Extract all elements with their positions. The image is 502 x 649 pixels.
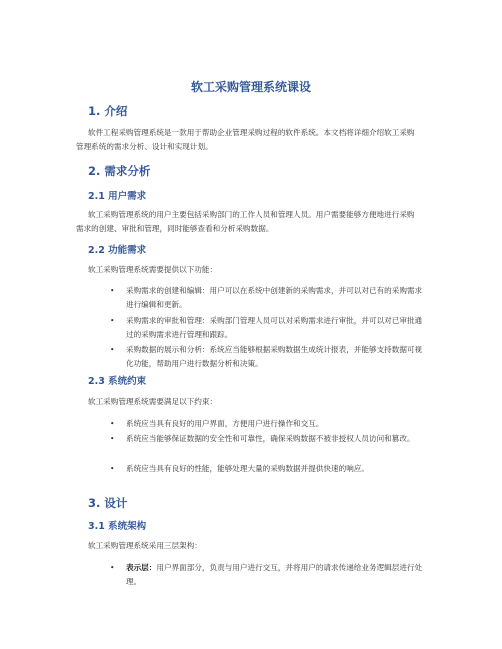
bullet-icon: • (110, 345, 115, 354)
constraints-intro: 软工采购管理系统需要满足以下约束： (88, 397, 218, 406)
section-heading-design: 3. 设计 (88, 496, 128, 510)
bullet-icon: • (110, 419, 115, 428)
user-needs-paragraph: 软工采购管理系统的用户主要包括采购部门的工作人员和管理人员。用户需要能够方便地进行采购需求的创建、审批和管理，同时能够查看和分析采购数据。 (76, 210, 415, 233)
subsection-heading-architecture: 3.1 系统架构 (88, 521, 147, 532)
list-item-text (93, 561, 425, 588)
subsection-heading-functional: 2.2 功能需求 (88, 245, 147, 256)
list-item (93, 417, 425, 431)
section-heading-introduction: 1. 介绍 (88, 104, 128, 118)
list-item-body: 用户界面部分，负责与用户进行交互，并将用户的请求传递给业务逻辑层进行处理。 (126, 563, 423, 586)
introduction-paragraph: 软件工程采购管理系统是一款用于帮助企业管理采购过程的软件系统。本文档将详细介绍软工采购管理系统的需求分析、设计和实现计划。 (76, 128, 415, 151)
list-item-text: 采购需求的审批和管理：采购部门管理人员可以对采购需求进行审批，并可以对已审批通过的采购需求进行管理和跟踪。 (126, 316, 423, 339)
architecture-intro: 软工采购管理系统采用三层架构： (88, 541, 202, 550)
subsection-heading-user-needs: 2.1 用户需求 (88, 191, 147, 202)
list-item (93, 561, 425, 588)
list-item (93, 284, 425, 311)
list-item-text: 系统应当具有良好的用户界面，方便用户进行操作和交互。 (126, 419, 324, 428)
bullet-icon: • (110, 316, 115, 325)
document-title: 软工采购管理系统课设 (190, 80, 311, 94)
list-item (93, 432, 425, 446)
list-item-text: 采购需求的创建和编辑：用户可以在系统中创建新的采购需求，并可以对已有的采购需求进行编辑和更新。 (126, 286, 423, 309)
section-heading-requirements: 2. 需求分析 (88, 164, 151, 178)
list-item-text: 系统应当能够保证数据的安全性和可靠性，确保采购数据不被非授权人员访问和篡改。 (126, 434, 415, 443)
list-item-text: 采购数据的展示和分析：系统应当能够根据采购数据生成统计报表，并能够支持数据可视化功能，帮助用户进行数据分析和决策。 (126, 345, 423, 368)
bullet-icon: • (110, 434, 115, 443)
subsection-heading-constraints: 2.3 系统约束 (88, 376, 147, 387)
list-item (93, 314, 425, 341)
bullet-icon: • (110, 464, 115, 473)
list-item-label: 表示层： (126, 563, 157, 572)
list-item (93, 462, 425, 476)
functional-intro: 软工采购管理系统需要提供以下功能： (88, 265, 218, 274)
bullet-icon: • (110, 563, 115, 572)
list-item (93, 343, 425, 370)
bullet-icon: • (110, 286, 115, 295)
list-item-text: 系统应当具有良好的性能，能够处理大量的采购数据并提供快速的响应。 (126, 464, 369, 473)
